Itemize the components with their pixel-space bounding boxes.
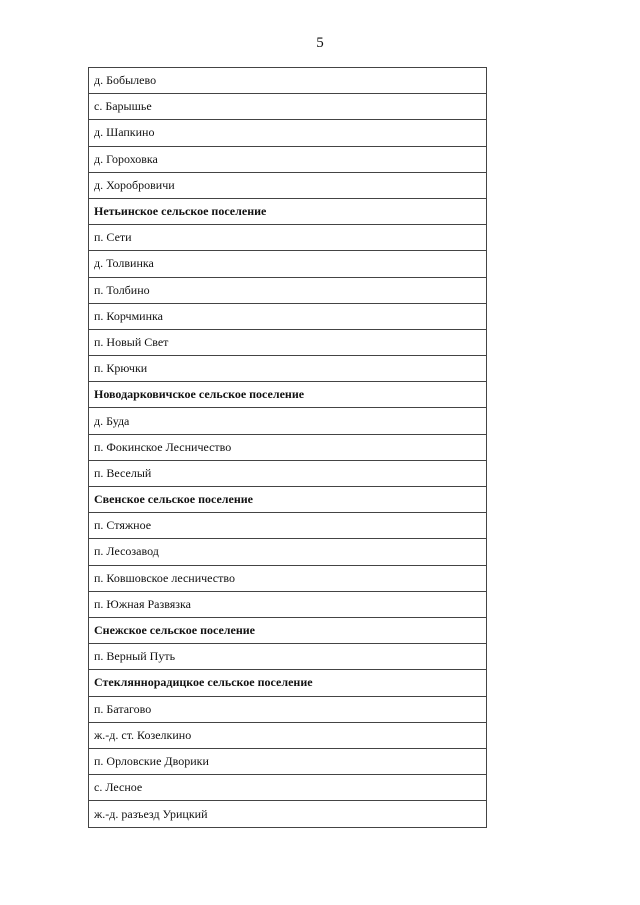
settlement-row: д. Буда [89, 408, 486, 434]
settlement-row: д. Хоробровичи [89, 173, 486, 199]
settlement-row: п. Стяжное [89, 513, 486, 539]
settlement-row: п. Новый Свет [89, 330, 486, 356]
settlement-row: п. Крючки [89, 356, 486, 382]
settlement-row: с. Лесное [89, 775, 486, 801]
settlement-row: п. Ковшовское лесничество [89, 566, 486, 592]
settlement-row: ж.-д. разъезд Урицкий [94, 806, 208, 821]
settlement-row: п. Южная Развязка [89, 592, 486, 618]
settlement-header-row: Нетьинское сельское поселение [89, 199, 486, 225]
settlement-header-row: Снежское сельское поселение [89, 618, 486, 644]
settlement-row: п. Орловские Дворики [89, 749, 486, 775]
settlement-row: п. Сети [89, 225, 486, 251]
settlement-table [88, 67, 487, 828]
settlement-row: п. Лесозавод [89, 539, 486, 565]
settlement-row: п. Верный Путь [89, 644, 486, 670]
settlement-row: п. Толбино [89, 278, 486, 304]
settlement-header-row: Стекляннорадицкое сельское поселение [89, 670, 486, 696]
settlement-row: п. Веселый [89, 461, 486, 487]
settlement-row: с. Барышье [89, 94, 486, 120]
settlement-row: д. Гороховка [89, 147, 486, 173]
settlement-header-row: Свенское сельское поселение [89, 487, 486, 513]
page-number: 5 [316, 35, 324, 51]
settlement-row: ж.-д. ст. Козелкино [89, 723, 486, 749]
settlement-row: д. Бобылево [89, 68, 486, 94]
settlement-row: п. Батагово [89, 697, 486, 723]
settlement-header-row: Новодарковичское сельское поселение [89, 382, 486, 408]
settlement-row: д. Шапкино [89, 120, 486, 146]
settlement-row: п. Корчминка [89, 304, 486, 330]
settlement-row: п. Фокинское Лесничество [89, 435, 486, 461]
settlement-row: д. Толвинка [89, 251, 486, 277]
